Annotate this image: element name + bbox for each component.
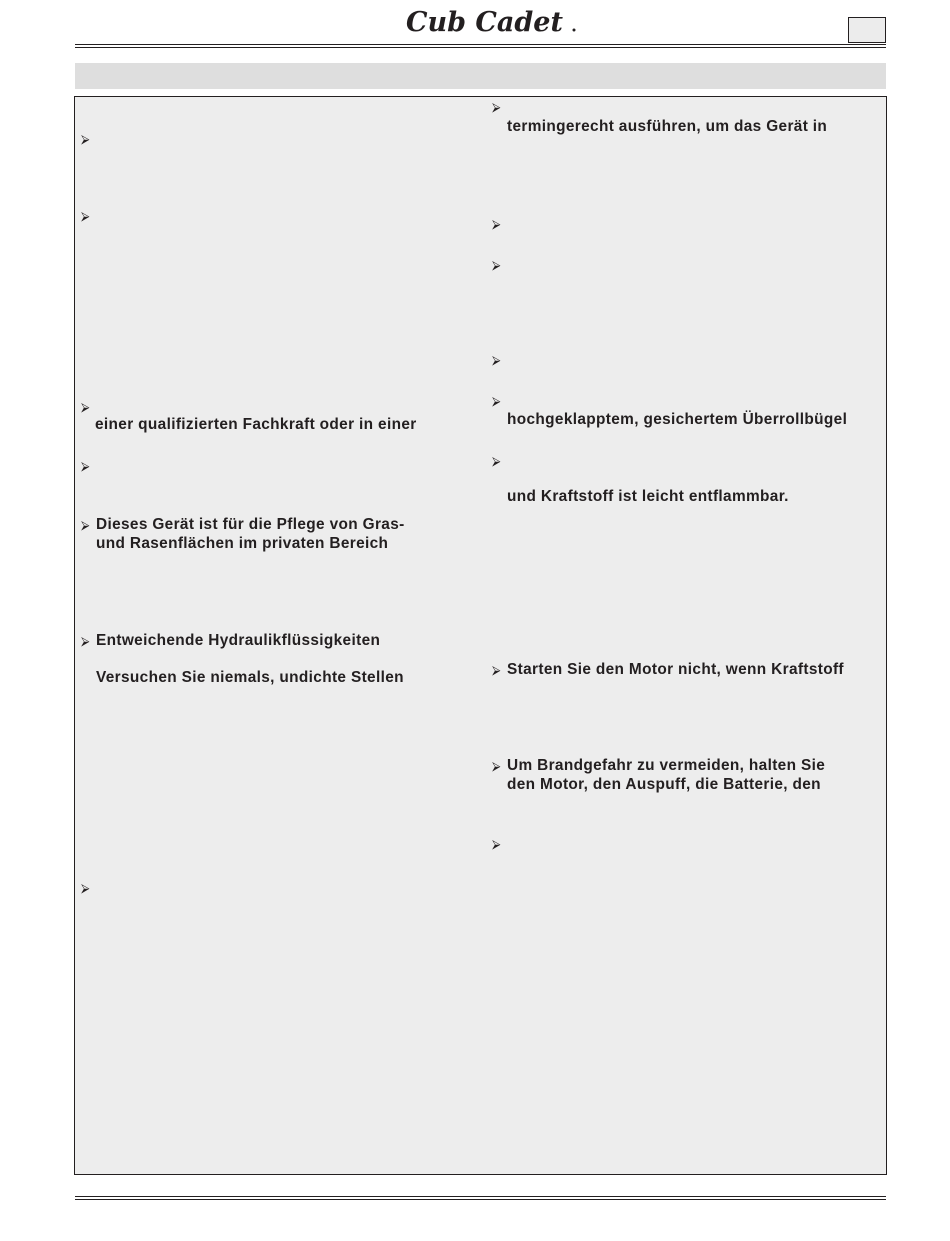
text-line: den Motor, den Auspuff, die Batterie, den — [507, 776, 821, 793]
bullet-arrow-icon: ⮚ — [492, 837, 501, 851]
section-header-band — [75, 63, 886, 89]
text-line: Um Brandgefahr zu vermeiden, halten Sie — [507, 757, 826, 774]
bullet-arrow-icon: ⮚ — [81, 400, 90, 414]
footer-rule-top — [75, 1196, 886, 1197]
text-line: Versuchen Sie niemals, undichte Stellen — [96, 669, 404, 686]
text-line: Starten Sie den Motor nicht, wenn Kraftstoff — [507, 661, 844, 678]
bullet-arrow-icon: ⮚ — [492, 454, 501, 468]
header-rule-bottom — [75, 47, 886, 48]
bullet-arrow-icon: ⮚ — [492, 663, 501, 677]
bullet-arrow-icon: ⮚ — [492, 258, 501, 272]
bullet-arrow-icon: ⮚ — [492, 394, 501, 408]
cub-cadet-logo — [404, 4, 580, 36]
bullet-arrow-icon: ⮚ — [492, 100, 501, 114]
logo-registered-mark — [573, 29, 576, 32]
bullet-arrow-icon: ⮚ — [81, 518, 90, 532]
header-rule-top — [75, 44, 886, 45]
page-number-box — [848, 17, 886, 43]
bullet-arrow-icon: ⮚ — [81, 634, 90, 648]
bullet-arrow-icon: ⮚ — [81, 132, 90, 146]
bullet-arrow-icon: ⮚ — [81, 209, 90, 223]
text-line: hochgeklapptem, gesichertem Überrollbügel — [507, 411, 848, 428]
text-line: und Rasenflächen im privaten Bereich — [96, 535, 389, 552]
bullet-arrow-icon: ⮚ — [492, 759, 501, 773]
bullet-arrow-icon: ⮚ — [492, 353, 501, 367]
bullet-arrow-icon: ⮚ — [81, 881, 90, 895]
text-line: und Kraftstoff ist leicht entflammbar. — [507, 488, 789, 505]
text-line: Dieses Gerät ist für die Pflege von Gras- — [96, 516, 405, 533]
bullet-arrow-icon: ⮚ — [81, 459, 90, 473]
logo-wordmark: Cub Cadet — [406, 7, 563, 36]
text-line: Entweichende Hydraulikflüssigkeiten — [96, 632, 381, 649]
footer-rule-bottom — [75, 1199, 886, 1200]
text-line: einer qualifizierten Fachkraft oder in einer — [95, 416, 417, 433]
text-line: termingerecht ausführen, um das Gerät in — [507, 118, 828, 135]
bullet-arrow-icon: ⮚ — [492, 217, 501, 231]
